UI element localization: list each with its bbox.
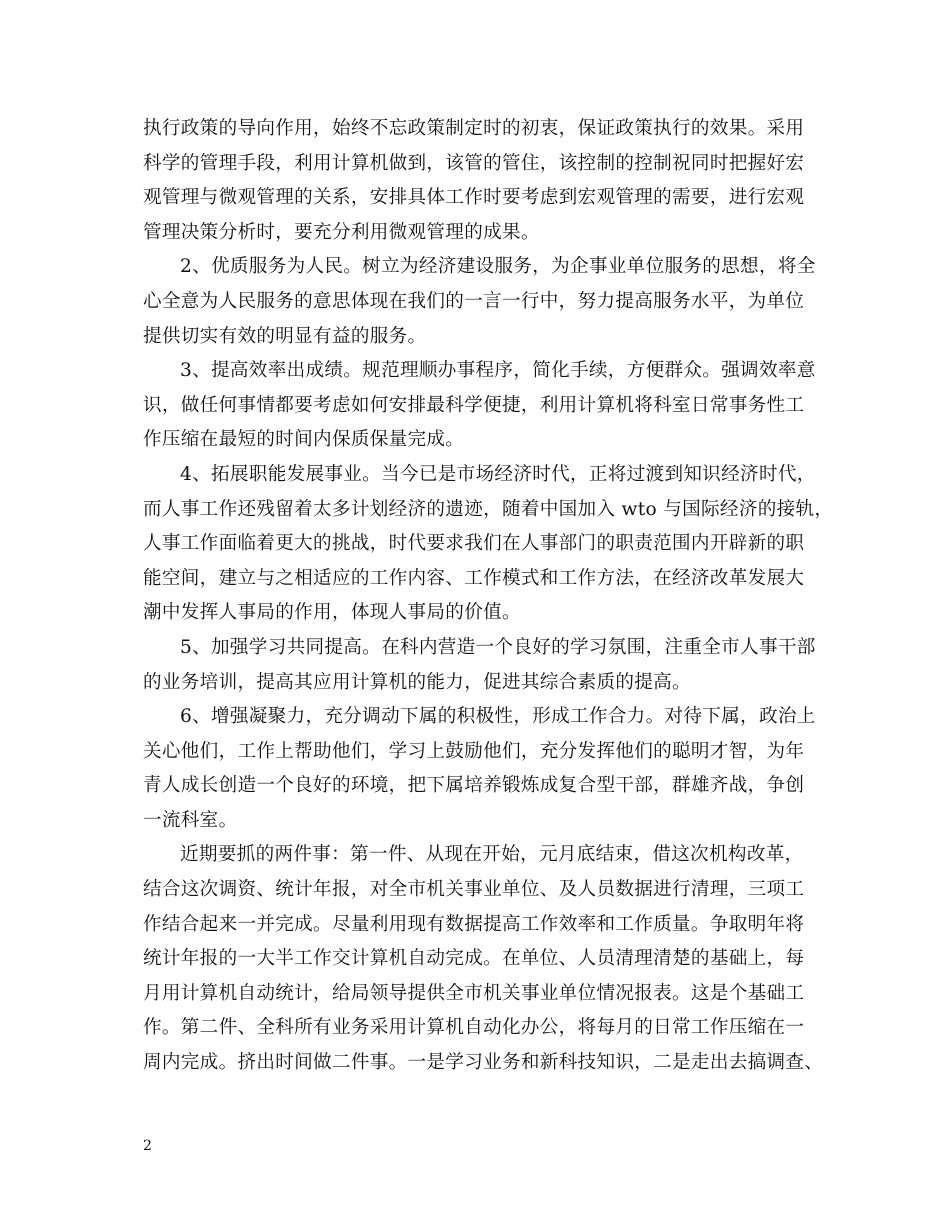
text-line: 而人事工作还残留着太多计划经济的遗迹，随着中国加入 wto 与国际经济的接轨， [143, 498, 834, 520]
text-line: 3、提高效率出成绩。规范理顺办事程序，简化手续，方便群众。强调效率意 [180, 360, 816, 382]
text-line: 观管理与微观管理的关系，安排具体工作时要考虑到宏观管理的需要，进行宏观 [143, 187, 805, 209]
text-line: 5、加强学习共同提高。在科内营造一个良好的学习氛围，注重全市人事干部 [180, 636, 816, 658]
text-line: 能空间，建立与之相适应的工作内容、工作模式和工作方法，在经济改革发展大 [143, 567, 805, 589]
text-line: 4、拓展职能发展事业。当今已是市场经济时代，正将过渡到知识经济时代， [180, 463, 816, 485]
text-line: 作压缩在最短的时间内保质保量完成。 [143, 429, 465, 451]
text-line: 2、优质服务为人民。树立为经济建设服务，为企事业单位服务的思想，将全 [180, 256, 816, 278]
text-line: 月用计算机自动统计，给局领导提供全市机关事业单位情况报表。这是个基础工 [143, 982, 805, 1004]
paragraph-item-3 [143, 354, 815, 458]
text-line: 提供切实有效的明显有益的服务。 [143, 325, 427, 347]
text-line: 潮中发挥人事局的作用，体现人事局的价值。 [143, 602, 521, 624]
paragraph-item-6 [143, 700, 815, 838]
text-line: 人事工作面临着更大的挑战，时代要求我们在人事部门的职责范围内开辟新的职 [143, 533, 805, 555]
paragraph-continuation [143, 112, 815, 250]
text-line: 作。第二件、全科所有业务采用计算机自动化办公，将每月的日常工作压缩在一 [143, 1017, 805, 1039]
page-number: 2 [143, 1138, 152, 1154]
text-line: 统计年报的一大半工作交计算机自动完成。在单位、人员清理清楚的基础上，每 [143, 948, 805, 970]
paragraph-item-5 [143, 631, 815, 700]
text-line: 的业务培训，提高其应用计算机的能力，促进其综合素质的提高。 [143, 671, 691, 693]
text-line: 心全意为人民服务的意思体现在我们的一言一行中，努力提高服务水平，为单位 [143, 290, 805, 312]
paragraph-item-4 [143, 458, 834, 631]
text-line: 识，做任何事情都要考虑如何安排最科学便捷，利用计算机将科室日常事务性工 [143, 394, 805, 416]
paragraph-item-2 [143, 250, 815, 354]
text-line: 一流科室。 [143, 809, 238, 831]
text-line: 青人成长创造一个良好的环境，把下属培养锻炼成复合型干部，群雄齐战，争创 [143, 775, 805, 797]
text-line: 周内完成。挤出时间做二件事。一是学习业务和新科技知识，二是走出去搞调查、 [143, 1052, 824, 1074]
body-text [143, 112, 834, 1081]
text-line: 管理决策分析时，要充分利用微观管理的成果。 [143, 221, 540, 243]
text-line: 6、增强凝聚力，充分调动下属的积极性，形成工作合力。对待下属，政治上 [180, 706, 816, 728]
text-line: 执行政策的导向作用，始终不忘政策制定时的初衷，保证政策执行的效果。采用 [143, 118, 805, 139]
text-line: 作结合起来一并完成。尽量利用现有数据提高工作效率和工作质量。争取明年将 [143, 913, 805, 935]
text-line: 科学的管理手段，利用计算机做到，该管的管住，该控制的控制祝同时把握好宏 [143, 152, 805, 174]
text-line: 结合这次调资、统计年报，对全市机关事业单位、及人员数据进行清理，三项工 [143, 879, 805, 901]
paragraph-recent-tasks [143, 838, 824, 1080]
text-line: 近期要抓的两件事：第一件、从现在开始，元月底结束，借这次机构改革， [180, 844, 804, 866]
text-line: 关心他们，工作上帮助他们，学习上鼓励他们，充分发挥他们的聪明才智，为年 [143, 740, 805, 762]
